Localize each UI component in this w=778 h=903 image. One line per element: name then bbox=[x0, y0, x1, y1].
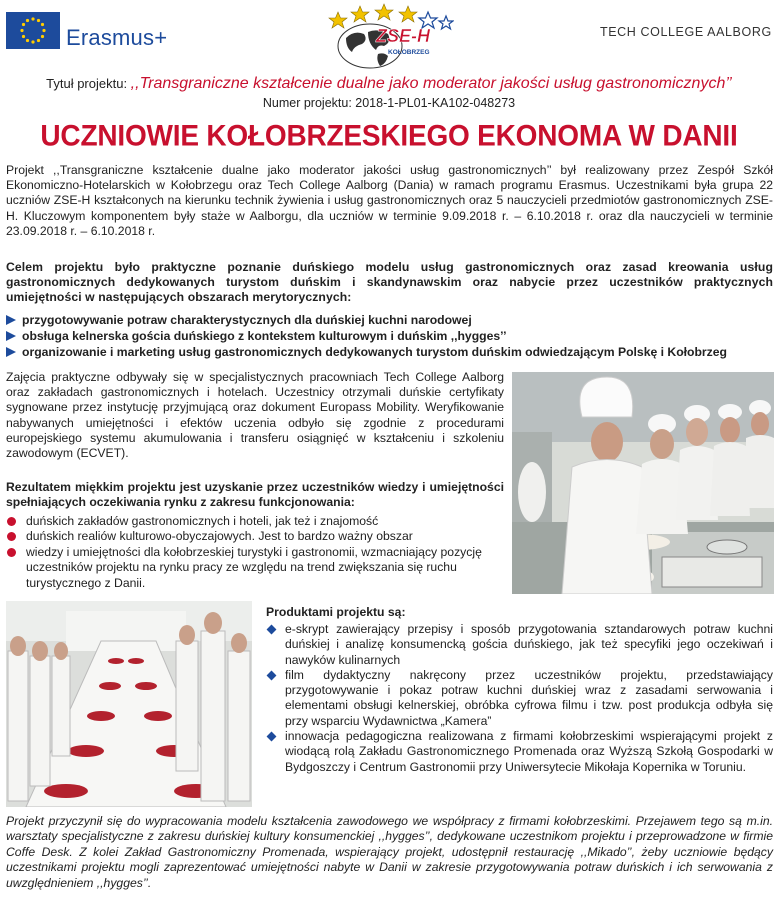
project-number: Numer projektu: 2018-1-PL01-KA102-048273 bbox=[262, 96, 516, 110]
banquet-table-photo bbox=[6, 601, 252, 807]
diamond-bullet-icon bbox=[267, 670, 277, 680]
list-item: organizowanie i marketing usług gastronomicznych dedykowanych turystom duńskim odwiedzającym Polskę i Kołobrzeg bbox=[6, 344, 773, 360]
list-item: duńskich zakładów gastronomicznych i hoteli, jak też i znajomość bbox=[6, 514, 504, 529]
triangle-bullet-icon bbox=[6, 331, 16, 341]
aims-list bbox=[6, 312, 773, 360]
diamond-bullet-icon bbox=[267, 625, 277, 635]
red-dot-bullet-icon bbox=[7, 532, 16, 541]
project-title-label: Tytuł projektu: bbox=[46, 76, 131, 91]
list-item: wiedzy i umiejętności dla kołobrzeskiej turystyki i gastronomii, wzmacniający pozycję uczestników projektu na rynku pracy ze względu na trend zwiększania się ruchu turystycznego z Danii. bbox=[6, 545, 504, 591]
list-item: duńskich realiów kulturowo-obyczajowych. Jest to bardzo ważny obszar bbox=[6, 529, 504, 544]
project-title bbox=[0, 75, 778, 93]
project-title-name: ,,Transgraniczne kształcenie dualne jako moderator jakości usług gastronomicznych’’ bbox=[130, 75, 732, 92]
school-logo-subtext: KOŁOBRZEG bbox=[388, 49, 430, 56]
closing-paragraph: Projekt przyczynił się do wypracowania modelu kształcenia zawodowego we współpracy z firmami kołobrzeskimi. Przejawem tego są m.in. warsztaty specjalistyczne z zakresu duńskiej kultury konsumenckiej ,,hygges’’, dedykowane uczestnikom projektu i przeprowadzone w firmie Coffe Desk. Z kolei Zakład Gastronomiczny Promenada, wspierający projekt, udostępnił restaurację ,,Mikado’’, żeby uczniowie będący uczestnikami projektu mogli zaprezentować umiejętności nabyte w Danii w zakresie przygotowywania potraw duńskich i ich serwowania z uwzględnieniem ,,hygges’’. bbox=[6, 814, 773, 890]
list-item: przygotowywanie potraw charakterystycznych dla duńskiej kuchni narodowej bbox=[6, 312, 773, 328]
list-item: e-skrypt zawierający przepisy i sposób przygotowania sztandarowych potraw kuchni duńskiej i analizę konsumencką gościa duńskiego, jak też specyfiki jego oczekiwań i nawyków kulinarnych bbox=[266, 622, 773, 668]
erasmus-logo-text: Erasmus+ bbox=[66, 25, 168, 50]
products-heading: Produktami projektu są: bbox=[266, 605, 406, 619]
article-heading: UCZNIOWIE KOŁOBRZESKIEGO EKONOMA W DANII bbox=[40, 119, 738, 152]
kitchen-photo bbox=[512, 372, 774, 594]
intro-paragraph: Projekt ,,Transgraniczne kształcenie dualne jako moderator jakości usług gastronomicznych’’ był realizowany przez Zespół Szkół Ekonomiczno-Hotelarskich w Kołobrzegu oraz Tech College Aalborg (Dania) w ramach programu Erasmus. Uczestnikami była grupa 22 uczniów ZSE-H kształconych na kierunku technik żywienia i usług gastronomicznych oraz 5 nauczycieli przedmiotów gastronomicznych ZSE-H. Kluczowym komponentem były staże w Aalborgu, dla uczniów w terminie 9.09.2018 r. – 6.10.2018 r. oraz dla nauczycieli w terminie 23.09.2018 r. – 6.10.2018 r. bbox=[6, 163, 773, 238]
partner-logo-text: TECH COLLEGE AALBORG bbox=[600, 25, 772, 39]
triangle-bullet-icon bbox=[6, 315, 16, 325]
red-dot-bullet-icon bbox=[7, 548, 16, 557]
school-logo bbox=[318, 2, 454, 70]
results-intro: Rezultatem miękkim projektu jest uzyskanie przez uczestników wiedzy i umiejętności spełniających oczekiwania rynku z zakresu funkcjonowania: bbox=[6, 480, 504, 510]
products-list bbox=[266, 622, 773, 775]
diamond-bullet-icon bbox=[267, 732, 277, 742]
red-dot-bullet-icon bbox=[7, 517, 16, 526]
classes-paragraph: Zajęcia praktyczne odbywały się w specjalistycznych pracowniach Tech College Aalborg oraz zakładach gastronomicznych i hotelach. Uczestnicy otrzymali duńskie certyfikaty sygnowane przez instytucję przyjmującą oraz dokument Europass Mobility. Weryfikowanie nabywanych umiejętności i efektów uczenia odbyło się zgodnie z procedurami europejskiego systemu akumulowania i transferu osiągnięć w kształceniu i szkoleniu zawodowym (ECVET). bbox=[6, 370, 504, 461]
aims-intro: Celem projektu było praktyczne poznanie duńskiego modelu usług gastronomicznych oraz zasad kreowania usług gastronomicznych dedykowanych turystom duńskim i skandynawskim oraz nabycie przez uczestników praktycznych umiejętności w następujących obszarach merytorycznych: bbox=[6, 260, 773, 305]
eu-flag-icon bbox=[6, 12, 60, 49]
results-list bbox=[6, 514, 504, 591]
list-item: obsługa kelnerska gościa duńskiego z kontekstem kulturowym i duńskim ,,hygges’’ bbox=[6, 328, 773, 344]
list-item: film dydaktyczny nakręcony przez uczestników projektu, przedstawiający przygotowywanie i pokaz potraw kuchni duńskiej wraz z zasadami serwowania i elementami obsługi kelnerskiej, obróbka cyfrowa filmu i tzw. post produkcja odbyła się przy wsparciu Wydawnictwa „Kamera” bbox=[266, 668, 773, 729]
school-logo-text: ZSE-H bbox=[376, 26, 430, 46]
triangle-bullet-icon bbox=[6, 347, 16, 357]
list-item: innowacja pedagogiczna realizowana z firmami kołobrzeskimi wspierającymi projekt z wiodącą rolą Zakładu Gastronomicznego Promenada oraz Wyższą Szkołą Gospodarki w Bydgoszczy i Centrum Gastronomii przy Uniwersytecie Mikołaja Kopernika w Toruniu. bbox=[266, 729, 773, 775]
